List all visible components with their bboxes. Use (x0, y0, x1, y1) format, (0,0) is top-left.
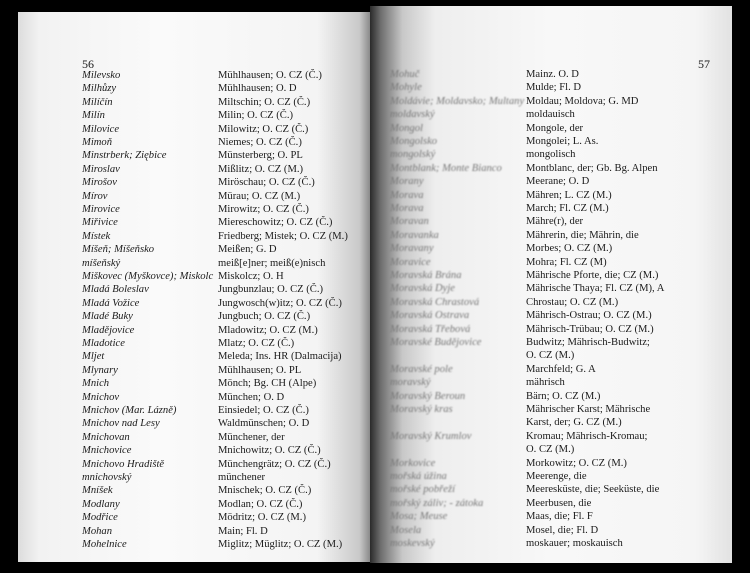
entry-row (18, 69, 370, 83)
czech-term: Mnich (82, 378, 110, 390)
german-term: Mährerin, die; Mährin, die (526, 229, 639, 241)
czech-term: Morany (390, 176, 424, 188)
entry-row (370, 470, 732, 484)
german-term: Milowitz; O. CZ (Č.) (218, 123, 309, 135)
german-term: Friedberg; Mistek; O. CZ (M.) (218, 230, 348, 242)
right-page (370, 6, 732, 563)
entry-row (370, 363, 732, 377)
german-term: mährisch (526, 377, 565, 389)
czech-term: Místek (82, 230, 111, 242)
czech-term: Miroslav (82, 163, 120, 175)
german-term: Mongolei; L. As. (526, 136, 599, 147)
entry-row (18, 203, 370, 217)
czech-term: Moravská Chrastová (390, 296, 480, 308)
german-term: moskauer; moskauisch (526, 538, 623, 549)
czech-term: Moravan (390, 216, 429, 228)
entry-row (18, 404, 370, 418)
czech-term: Moravské pole (390, 363, 453, 375)
czech-term: Mnichovice (82, 445, 132, 457)
czech-term: moldavský (390, 109, 435, 121)
czech-term: Mohuč (390, 69, 420, 80)
czech-term: Moravská Ostrava (390, 310, 470, 322)
entry-row (370, 81, 732, 95)
german-term: Main; Fl. D (218, 525, 268, 537)
german-term: Mißlitz; O. CZ (M.) (218, 163, 304, 175)
german-term: Mährische Thaya; Fl. CZ (M), A (526, 283, 665, 295)
entry-row (18, 149, 370, 163)
entry-row (18, 417, 370, 431)
entry-row (370, 68, 732, 82)
entry-row (370, 457, 732, 471)
entry-row (370, 122, 732, 136)
entry-row (18, 270, 370, 284)
entry-row (18, 123, 370, 137)
german-term: München; O. D (218, 391, 285, 403)
entry-row (370, 162, 732, 176)
german-term: meiß[e]ner; meiß(e)nisch (218, 257, 326, 269)
german-term: Mainz. O. D (526, 69, 579, 80)
entry-row (18, 216, 370, 230)
german-term: münchener (218, 472, 266, 483)
entry-row (18, 391, 370, 405)
german-term: Moldau; Moldova; G. MD (526, 95, 639, 107)
entry-row (370, 282, 732, 296)
german-term: Mährischer Karst; Mährische (526, 404, 651, 415)
german-term: Meißen; G. D (218, 244, 277, 256)
entry-row (18, 136, 370, 150)
entry-row (370, 403, 732, 417)
czech-term: mongolský (390, 149, 436, 161)
czech-term: Moravská Brána (390, 270, 462, 281)
czech-term: Mladotice (82, 338, 125, 349)
german-term: Mürau; O. CZ (M.) (218, 190, 301, 202)
german-term: Miröschau; O. CZ (Č.) (218, 177, 315, 189)
german-term: Mlatz; O. CZ (Č.) (218, 338, 295, 349)
entry-row (370, 349, 732, 363)
german-term: Waldmünschen; O. D (218, 418, 310, 430)
german-term: Milin; O. CZ (Č.) (218, 110, 294, 122)
entry-row (370, 483, 732, 497)
czech-term: Modřice (82, 512, 118, 524)
entry-row (370, 323, 732, 337)
entry-row (370, 269, 732, 283)
czech-term: Mladá Vožice (82, 297, 140, 309)
czech-term: Mirovice (82, 204, 120, 215)
german-term: Miereschowitz; O. CZ (Č.) (218, 217, 333, 229)
german-term: Meerenge, die (526, 471, 587, 482)
german-term: Einsiedel; O. CZ (Č.) (218, 405, 309, 416)
german-term: Mulde; Fl. D (526, 82, 582, 94)
czech-term: Mladé Buky (82, 311, 133, 323)
german-term: Mönch; Bg. CH (Alpe) (218, 378, 317, 390)
entry-row (370, 510, 732, 524)
german-term: Mirowitz; O. CZ (Č.) (218, 204, 309, 215)
german-term: mongolisch (526, 149, 576, 161)
german-term: Meleda; Ins. HR (Dalmacija) (218, 351, 342, 363)
czech-term: Mimoň (82, 137, 113, 148)
german-term: Münsterberg; O. PL (218, 150, 303, 162)
entry-row (18, 350, 370, 364)
czech-term: Moravský Beroun (390, 390, 466, 402)
czech-term: Mohelnice (82, 539, 127, 550)
german-term: Mosel, die; Fl. D (526, 524, 599, 536)
left-page (18, 12, 370, 562)
german-term: Mladowitz; O. CZ (M.) (218, 324, 318, 336)
czech-term: Mirošov (82, 177, 117, 189)
czech-term: moskevský (390, 538, 435, 549)
german-term: Modlan; O. CZ (Č.) (218, 498, 303, 510)
entry-row (18, 538, 370, 552)
czech-term: Mlynary (82, 364, 118, 376)
entry-row (18, 511, 370, 525)
czech-term: Mongol (390, 122, 423, 134)
entry-row (370, 175, 732, 189)
entry-row (370, 135, 732, 149)
czech-term: Mnichov (82, 391, 120, 403)
german-term: O. CZ (M.) (526, 444, 575, 456)
german-term: Mähre(r), der (526, 216, 584, 228)
czech-term: mořské pobřeží (390, 484, 456, 496)
entry-row (370, 108, 732, 122)
czech-term: Morava (390, 203, 424, 214)
page-number-left: 56 (82, 57, 94, 71)
czech-term: Mnichov nad Lesy (82, 418, 160, 430)
entry-row (18, 458, 370, 472)
czech-term: Mírov (82, 190, 108, 202)
german-term: Marchfeld; G. A (526, 363, 596, 375)
entry-row (370, 95, 732, 109)
czech-term: Mnichovan (82, 431, 130, 443)
german-term: Münchengrätz; O. CZ (Č.) (218, 458, 331, 470)
czech-term: Mohan (82, 525, 113, 537)
czech-term: Mnichovo Hradiště (82, 458, 165, 470)
czech-term: Moravany (390, 243, 434, 255)
german-term: Münchener, der (218, 431, 285, 443)
czech-term: Mongolsko (390, 136, 438, 147)
german-term: Montblanc, der; Gb. Bg. Alpen (526, 162, 658, 174)
german-term: Mühlhausen; O. PL (218, 364, 302, 376)
czech-term: moravský (390, 377, 431, 389)
entry-row (370, 390, 732, 404)
entry-row (18, 96, 370, 110)
entry-row (18, 297, 370, 311)
czech-term: mnichovský (82, 472, 132, 483)
german-term: moldauisch (526, 109, 575, 121)
german-term: Mühlhausen; O. CZ (Č.) (218, 70, 322, 81)
german-term: Jungwosch(w)itz; O. CZ (Č.) (218, 297, 342, 309)
entry-row (18, 525, 370, 539)
entry-row (370, 296, 732, 310)
entry-row (370, 497, 732, 511)
czech-term: Moravanka (390, 229, 439, 241)
entry-row (18, 243, 370, 257)
entry-row (18, 498, 370, 512)
entry-row (370, 443, 732, 457)
czech-term: Miškovec (Myškovce); Miskolc (82, 271, 214, 282)
czech-term: mořská úžina (390, 471, 447, 482)
entry-row (18, 176, 370, 190)
czech-term: Mohyle (390, 82, 422, 94)
entry-row (18, 377, 370, 391)
czech-term: Moravský Krumlov (390, 430, 472, 442)
entry-row (18, 82, 370, 96)
czech-term: míšeňský (82, 257, 121, 269)
entry-row (370, 189, 732, 203)
entry-row (18, 190, 370, 204)
german-term: Mnischek; O. CZ (Č.) (218, 485, 312, 497)
czech-term: Milíčín (82, 96, 113, 108)
entry-row (370, 229, 732, 243)
entry-row (18, 310, 370, 324)
german-term: Mnichowitz; O. CZ (Č.) (218, 445, 321, 457)
entry-row (18, 471, 370, 485)
entry-row (18, 283, 370, 297)
entry-row (18, 484, 370, 498)
entry-row (370, 430, 732, 444)
entry-row (18, 109, 370, 123)
czech-term: Mnichov (Mar. Lázně) (82, 405, 177, 416)
czech-term: Moravský kras (390, 404, 453, 415)
german-term: Mohra; Fl. CZ (M) (526, 256, 607, 268)
czech-term: Milhůzy (82, 83, 117, 95)
entry-row (370, 242, 732, 256)
german-term: Mühlhausen; O. D (218, 83, 297, 95)
czech-term: Mníšek (82, 485, 113, 497)
german-term: O. CZ (M.) (526, 350, 575, 362)
czech-term: Milín (82, 110, 105, 122)
german-term: Budwitz; Mährisch-Budwitz; (526, 337, 650, 348)
czech-term: Moravice (390, 256, 431, 268)
german-term: Mähren; L. CZ (M.) (526, 189, 612, 201)
german-term: Miltschin; O. CZ (Č.) (218, 96, 311, 108)
german-term: Morbes; O. CZ (M.) (526, 243, 613, 255)
german-term: Maas, die; Fl. F (526, 511, 593, 523)
entry-row (370, 309, 732, 323)
german-term: Meeresküste, die; Seeküste, die (526, 484, 660, 496)
czech-term: Mosa; Meuse (390, 511, 448, 523)
german-term: Mödritz; O. CZ (M.) (218, 512, 306, 524)
entry-row (370, 148, 732, 162)
czech-term: Milevsko (82, 70, 121, 81)
german-term: Meerane; O. D (526, 176, 590, 188)
czech-term: Miřivice (82, 217, 118, 229)
entry-row (370, 537, 732, 551)
czech-term: Modlany (82, 498, 120, 510)
entry-row (370, 336, 732, 350)
czech-term: Morkovice (390, 457, 436, 469)
entry-row (370, 202, 732, 216)
czech-term: mořský záliv; - zátoka (390, 497, 484, 509)
czech-term: Moldávie; Moldavsko; Multany (390, 95, 525, 107)
german-term: Mährisch-Ostrau; O. CZ (M.) (526, 310, 652, 322)
german-term: Mongole, der (526, 122, 584, 134)
german-term: Miskolcz; O. H (218, 271, 284, 282)
german-term: Karst, der; G. CZ (M.) (526, 417, 622, 429)
entry-row (18, 444, 370, 458)
german-term: Mährisch-Trübau; O. CZ (M.) (526, 323, 654, 335)
entry-row (18, 230, 370, 244)
czech-term: Mosela (390, 524, 422, 536)
entry-row (18, 337, 370, 351)
czech-term: Moravská Dyje (390, 283, 456, 295)
czech-term: Mljet (82, 351, 105, 363)
german-term: Morkowitz; O. CZ (M.) (526, 457, 627, 469)
german-term: Meerbusen, die (526, 497, 592, 509)
german-term: Chrostau; O. CZ (M.) (526, 296, 619, 308)
czech-term: Minstrberk; Ziębice (82, 150, 167, 162)
entry-row (18, 163, 370, 177)
german-term: Miglitz; Müglitz; O. CZ (M.) (218, 539, 343, 550)
entry-row (18, 324, 370, 338)
page-number-right: 57 (698, 57, 710, 71)
czech-term: Milovice (82, 123, 120, 135)
czech-term: Montblank; Monte Bianco (390, 162, 502, 174)
german-term: Bärn; O. CZ (M.) (526, 390, 601, 402)
czech-term: Mladá Boleslav (82, 284, 149, 296)
german-term: Mährische Pforte, die; CZ (M.) (526, 270, 659, 281)
entry-row (370, 256, 732, 270)
czech-term: Mladějovice (82, 324, 135, 336)
german-term: Jungbuch; O. CZ (Č.) (218, 311, 311, 323)
entry-row (370, 215, 732, 229)
german-term: Jungbunzlau; O. CZ (Č.) (218, 284, 324, 296)
entry-row (18, 257, 370, 271)
german-term: Kromau; Mährisch-Kromau; (526, 430, 648, 442)
czech-term: Morava (390, 189, 424, 201)
entry-row (370, 376, 732, 390)
entry-row (370, 416, 732, 430)
german-term: March; Fl. CZ (M.) (526, 203, 609, 214)
czech-term: Moravské Budějovice (390, 337, 482, 348)
czech-term: Moravská Třebová (390, 323, 471, 335)
entry-row (370, 524, 732, 538)
german-term: Niemes; O. CZ (Č.) (218, 137, 302, 148)
entry-row (18, 431, 370, 445)
czech-term: Míšeň; Míšeňsko (82, 244, 155, 256)
entry-row (18, 364, 370, 378)
